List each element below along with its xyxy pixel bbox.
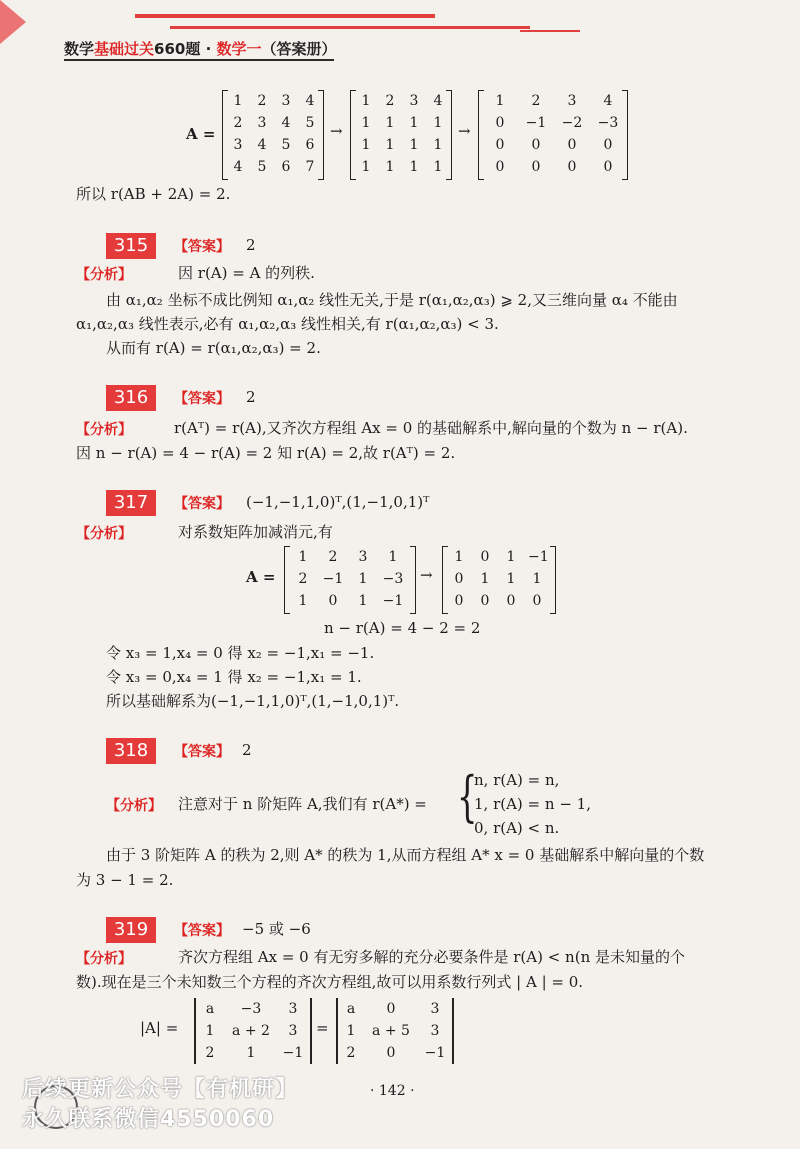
matrix-cell: −1 <box>525 115 547 131</box>
matrix-cell: 3 <box>233 137 243 153</box>
arrow-icon: → <box>420 566 433 584</box>
matrix-cell: 0 <box>495 115 505 131</box>
matrix-cell: 1 <box>409 137 419 153</box>
matrix-cell: 6 <box>281 159 291 175</box>
matrix-cell: 2 <box>205 1045 215 1061</box>
analysis-label: 【分析】 <box>76 951 132 967</box>
analysis-label: 【分析】 <box>76 267 132 283</box>
answer-value: 2 <box>246 388 256 406</box>
analysis-line: 令 x₃ = 1,x₄ = 0 得 x₂ = −1,x₁ = −1. <box>106 644 375 662</box>
analysis-line: α₁,α₂,α₃ 线性表示,必有 α₁,α₂,α₃ 线性相关,有 r(α₁,α₂,α₃) < 3. <box>76 315 499 333</box>
conclusion-text: 所以 r(AB + 2A) = 2. <box>76 185 231 203</box>
determinant-bar <box>310 998 312 1064</box>
matrix-cell: 0 <box>454 593 464 609</box>
matrix-cell: −3 <box>382 571 404 587</box>
matrix-cell: 0 <box>603 137 613 153</box>
analysis-line: 令 x₃ = 0,x₄ = 1 得 x₂ = −1,x₁ = 1. <box>106 668 362 686</box>
matrix-cell: 0 <box>386 1001 396 1017</box>
matrix-cell: 1 <box>361 137 371 153</box>
matrix-cell: 1 <box>388 549 398 565</box>
question-number: 316 <box>106 385 156 411</box>
header-red-stripe <box>170 26 530 29</box>
book-title: 数学基础过关660题 · 数学一（答案册） <box>64 40 337 58</box>
determinant-2 <box>338 998 452 1064</box>
matrix-cell: 3 <box>567 93 577 109</box>
determinant-label: |A| = <box>140 1019 179 1037</box>
page-header <box>0 0 800 70</box>
matrix-cell: −1 <box>424 1045 446 1061</box>
analysis-line: 齐次方程组 Ax = 0 有无穷多解的充分必要条件是 r(A) < n(n 是未知量的个 <box>178 948 685 966</box>
matrix-cell: 0 <box>386 1045 396 1061</box>
matrix-cell: −3 <box>597 115 619 131</box>
bracket-right <box>318 90 324 180</box>
matrix-cell: 0 <box>567 159 577 175</box>
matrix-cell: 0 <box>480 549 490 565</box>
case-line: n, r(A) = n, <box>474 771 560 789</box>
matrix-cell: a <box>205 1001 215 1017</box>
analysis-line: r(Aᵀ) = r(A),又齐次方程组 Ax = 0 的基础解系中,解向量的个数为 n − r(A). <box>174 419 688 437</box>
analysis-line: 为 3 − 1 = 2. <box>76 871 174 889</box>
matrix-cell: 4 <box>603 93 613 109</box>
matrix-cell: 1 <box>495 93 505 109</box>
rank-line: n − r(A) = 4 − 2 = 2 <box>324 619 481 637</box>
matrix-cell: 1 <box>506 549 516 565</box>
matrix-cell: 1 <box>298 593 308 609</box>
matrix-cell: 1 <box>532 571 542 587</box>
answer-label: 【答案】 <box>174 923 230 939</box>
matrix-cell: 1 <box>480 571 490 587</box>
matrix-cell: a <box>346 1001 356 1017</box>
matrix-cell: 2 <box>385 93 395 109</box>
bracket-right <box>410 546 416 614</box>
analysis-line: 所以基础解系为(−1,−1,1,0)ᵀ,(1,−1,0,1)ᵀ. <box>106 692 400 710</box>
matrix-cell: 2 <box>257 93 267 109</box>
analysis-line: 数).现在是三个未知数三个方程的齐次方程组,故可以用系数行列式 | A | = 0. <box>76 973 584 991</box>
matrix-cell: 4 <box>281 115 291 131</box>
play-triangle-icon <box>0 0 26 44</box>
answer-value: 2 <box>242 741 252 759</box>
answer-label: 【答案】 <box>174 391 230 407</box>
question-number: 315 <box>106 233 156 259</box>
analysis-label: 【分析】 <box>106 798 162 814</box>
matrix-cell: 0 <box>567 137 577 153</box>
matrix-cell: 4 <box>305 93 315 109</box>
header-underline <box>64 59 334 61</box>
matrix-cell: 1 <box>506 571 516 587</box>
matrix-cell: 3 <box>257 115 267 131</box>
answer-label: 【答案】 <box>174 496 230 512</box>
matrix-cell: −1 <box>528 549 549 565</box>
arrow-icon: → <box>458 122 471 140</box>
analysis-line: 对系数矩阵加减消元,有 <box>178 523 333 541</box>
matrix-2 <box>446 546 550 612</box>
answer-label: 【答案】 <box>174 744 230 760</box>
matrix-label: A = <box>186 125 216 143</box>
matrix-cell: 1 <box>409 115 419 131</box>
analysis-line: 由于 3 阶矩阵 A 的秩为 2,则 A* 的秩为 1,从而方程组 A* x = 0 基础解系中解向量的个数 <box>106 846 705 864</box>
matrix-cell: 3 <box>288 1023 298 1039</box>
analysis-line: 由 α₁,α₂ 坐标不成比例知 α₁,α₂ 线性无关,于是 r(α₁,α₂,α₃) ⩾ 2,又三维向量 α₄ 不能由 <box>106 291 678 309</box>
bracket-right <box>622 90 628 180</box>
matrix-cell: 1 <box>246 1045 256 1061</box>
brace-icon: { <box>456 765 478 828</box>
matrix-2 <box>354 90 450 178</box>
matrix-cell: 5 <box>281 137 291 153</box>
equals-sign: = <box>316 1019 329 1037</box>
matrix-cell: −2 <box>561 115 583 131</box>
matrix-cell: 4 <box>233 159 243 175</box>
matrix-cell: a + 5 <box>372 1023 410 1039</box>
matrix-cell: 3 <box>288 1001 298 1017</box>
matrix-cell: 2 <box>531 93 541 109</box>
case-line: 0, r(A) < n. <box>474 819 560 837</box>
matrix-cell: 6 <box>305 137 315 153</box>
analysis-line: 从而有 r(A) = r(α₁,α₂,α₃) = 2. <box>106 339 321 357</box>
matrix-cell: 1 <box>205 1023 215 1039</box>
matrix-cell: 0 <box>495 159 505 175</box>
question-number: 317 <box>106 490 156 516</box>
matrix-cell: 5 <box>305 115 315 131</box>
arrow-icon: → <box>330 122 343 140</box>
determinant-bar <box>452 998 454 1064</box>
analysis-line: 注意对于 n 阶矩阵 A,我们有 r(A*) = <box>178 795 427 813</box>
bracket-right <box>550 546 556 614</box>
matrix-cell: 2 <box>346 1045 356 1061</box>
matrix-cell: 1 <box>361 115 371 131</box>
matrix-cell: 1 <box>361 159 371 175</box>
question-number: 319 <box>106 917 156 943</box>
matrix-cell: −1 <box>282 1045 304 1061</box>
matrix-cell: 3 <box>409 93 419 109</box>
matrix-cell: 1 <box>454 549 464 565</box>
matrix-cell: 1 <box>298 549 308 565</box>
answer-value: −5 或 −6 <box>242 920 311 938</box>
matrix-cell: 0 <box>328 593 338 609</box>
matrix-label: A = <box>246 568 276 586</box>
matrix-cell: 1 <box>409 159 419 175</box>
question-number: 318 <box>106 738 156 764</box>
matrix-cell: 1 <box>385 159 395 175</box>
analysis-line: 因 r(A) = A 的列秩. <box>178 264 315 282</box>
matrix-cell: 7 <box>305 159 315 175</box>
matrix-cell: 1 <box>361 93 371 109</box>
matrix-cell: −3 <box>240 1001 262 1017</box>
matrix-cell: 5 <box>257 159 267 175</box>
matrix-cell: 4 <box>433 93 443 109</box>
matrix-cell: 0 <box>480 593 490 609</box>
matrix-cell: 0 <box>532 593 542 609</box>
matrix-cell: 4 <box>257 137 267 153</box>
matrix-cell: 1 <box>385 115 395 131</box>
case-line: 1, r(A) = n − 1, <box>474 795 591 813</box>
matrix-cell: 1 <box>385 137 395 153</box>
matrix-cell: 0 <box>495 137 505 153</box>
watermark-text: 永久联系微信4550060 <box>22 1107 275 1132</box>
analysis-line: 因 n − r(A) = 4 − r(A) = 2 知 r(A) = 2,故 r(Aᵀ) = 2. <box>76 444 456 462</box>
page-number: · 142 · <box>370 1083 415 1099</box>
matrix-cell: 3 <box>430 1023 440 1039</box>
analysis-label: 【分析】 <box>76 526 132 542</box>
answer-value: (−1,−1,1,0)ᵀ,(1,−1,0,1)ᵀ <box>246 493 430 511</box>
answer-label: 【答案】 <box>174 239 230 255</box>
matrix-cell: 2 <box>298 571 308 587</box>
matrix-cell: 1 <box>346 1023 356 1039</box>
matrix-cell: 1 <box>358 593 368 609</box>
matrix-cell: 1 <box>433 159 443 175</box>
matrix-cell: 3 <box>358 549 368 565</box>
matrix-cell: 1 <box>233 93 243 109</box>
matrix-cell: −1 <box>382 593 404 609</box>
matrix-cell: 3 <box>430 1001 440 1017</box>
matrix-cell: 0 <box>506 593 516 609</box>
watermark-text: 后续更新公众号【有机研】 <box>22 1077 299 1102</box>
matrix-cell: −1 <box>322 571 344 587</box>
matrix-3 <box>482 90 626 178</box>
matrix-cell: 0 <box>603 159 613 175</box>
matrix-cell: 2 <box>233 115 243 131</box>
answer-value: 2 <box>246 236 256 254</box>
matrix-cell: 0 <box>454 571 464 587</box>
analysis-label: 【分析】 <box>76 422 132 438</box>
matrix-cell: 1 <box>358 571 368 587</box>
matrix-cell: 0 <box>531 137 541 153</box>
determinant-1 <box>196 998 308 1064</box>
matrix-1 <box>226 90 322 178</box>
matrix-cell: 0 <box>531 159 541 175</box>
bracket-right <box>446 90 452 180</box>
matrix-cell: a + 2 <box>232 1023 270 1039</box>
matrix-cell: 3 <box>281 93 291 109</box>
matrix-1 <box>288 546 408 612</box>
header-red-stripe <box>135 14 435 18</box>
matrix-cell: 1 <box>433 137 443 153</box>
header-red-stripe <box>520 30 580 32</box>
matrix-cell: 2 <box>328 549 338 565</box>
matrix-cell: 1 <box>433 115 443 131</box>
